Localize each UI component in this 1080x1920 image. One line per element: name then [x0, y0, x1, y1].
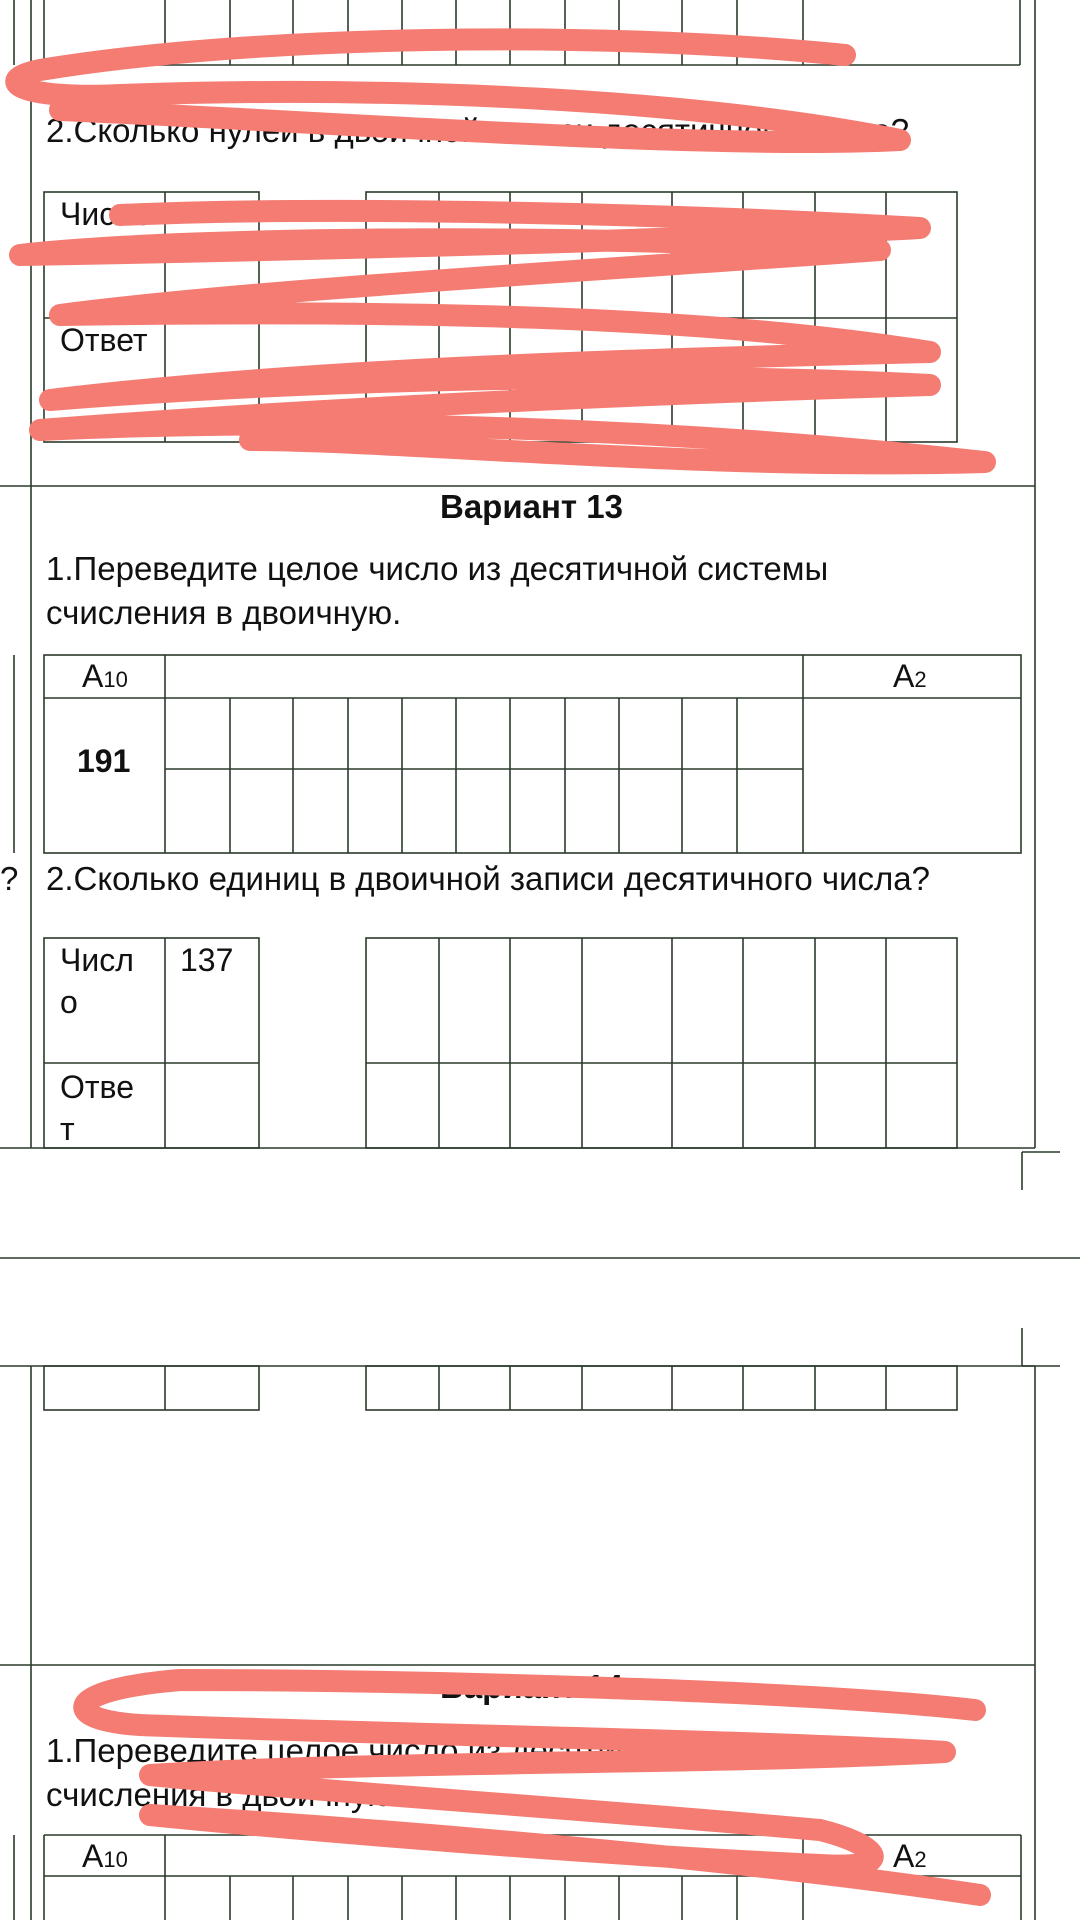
- number-137: 137: [180, 942, 234, 978]
- variant-13-title: Вариант 13: [440, 488, 623, 525]
- top-label-number: Число: [60, 196, 153, 232]
- v14-header-a2-subscript: 2: [914, 1847, 927, 1872]
- label-answer-line-1: Отве: [60, 1069, 134, 1105]
- header-a10-subscript: 10: [103, 667, 128, 692]
- variant-13-question-1-line-2: счисления в двоичную.: [46, 594, 402, 631]
- variant-13-question-1-line-1: 1.Переведите целое число из десятичной системы: [46, 550, 829, 587]
- v14-header-a10-subscript: 10: [103, 1847, 128, 1872]
- v14-header-a2-letter: A: [893, 1838, 915, 1874]
- variant-14-question-1-line-2: счисления в двоичную.: [46, 1776, 402, 1813]
- header-a2-subscript: 2: [914, 667, 927, 692]
- header-a10-letter: A: [82, 658, 104, 694]
- variant-14-title: Вариант 14: [440, 1668, 623, 1705]
- v14-header-a10: [82, 1840, 128, 1872]
- label-answer-line-2: т: [60, 1111, 75, 1147]
- v14-header-a2: [893, 1840, 927, 1872]
- header-a2-letter: A: [893, 658, 915, 694]
- top-question-2: 2.Сколько нулей в двоичной записи десятичного числа?: [46, 112, 910, 149]
- variant-13-question-2: 2.Сколько единиц в двоичной записи десятичного числа?: [46, 860, 930, 897]
- top-label-answer: Ответ: [60, 322, 148, 358]
- v14-header-a10-letter: A: [82, 1838, 104, 1874]
- variant-14-question-1-line-1: 1.Переведите целое число из десятичной системы: [46, 1732, 829, 1769]
- header-a2: [893, 660, 927, 692]
- left-margin-mark: ?: [0, 860, 19, 897]
- label-number-line-2: о: [60, 984, 78, 1020]
- decimal-number-191: 191: [77, 743, 131, 779]
- header-a10: [82, 660, 128, 692]
- label-number-line-1: Числ: [60, 942, 134, 978]
